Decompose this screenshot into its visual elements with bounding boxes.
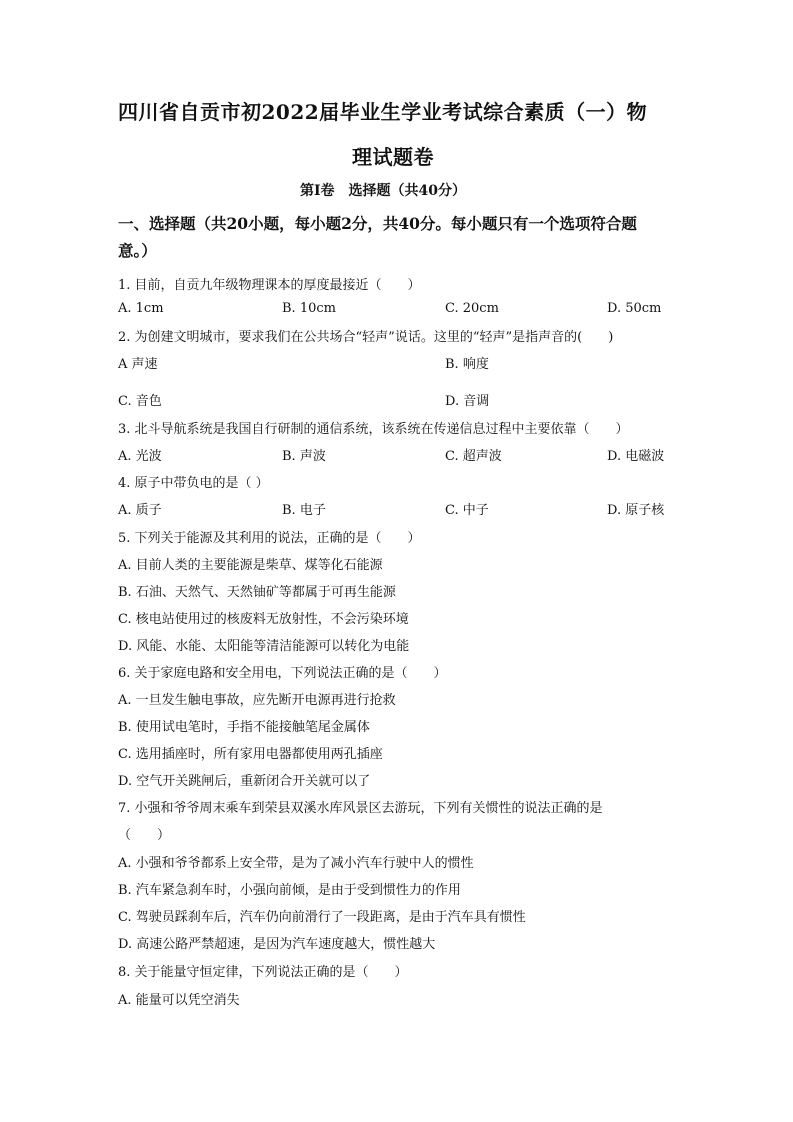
question-4-option-c: C. 中子: [445, 503, 489, 518]
question-6-option-c: C. 选用插座时，所有家用电器都使用两孔插座: [118, 747, 383, 762]
section-heading-line-1: 一、选择题（共20小题，每小题2分，共40分。每小题只有一个选项符合题: [118, 214, 637, 233]
question-5-option-a: A. 目前人类的主要能源是柴草、煤等化石能源: [118, 558, 383, 573]
question-7-option-d: D. 高速公路严禁超速，是因为汽车速度越大，惯性越大: [118, 937, 436, 952]
question-4-option-b: B. 电子: [282, 503, 326, 518]
question-2-stem: 2. 为创建文明城市，要求我们在公共场合“轻声”说话。这里的“轻声”是指声音的( ): [118, 330, 614, 345]
question-1-option-d: D. 50cm: [607, 301, 662, 316]
document-title-line-2: 理试题卷: [352, 145, 434, 169]
question-5-stem: 5. 下列关于能源及其利用的说法，正确的是（ ）: [118, 531, 421, 546]
question-4-option-d: D. 原子核: [607, 503, 665, 518]
question-5-option-d: D. 风能、水能、太阳能等清洁能源可以转化为电能: [118, 639, 410, 654]
question-6-option-a: A. 一旦发生触电事故，应先断开电源再进行抢救: [118, 693, 396, 708]
question-2-option-c: C. 音色: [118, 394, 162, 409]
question-7-stem-continued: （ ）: [118, 828, 171, 843]
question-3-option-d: D. 电磁波: [607, 449, 665, 464]
question-3-option-a: A. 光波: [118, 449, 162, 464]
question-8-stem: 8. 关于能量守恒定律，下列说法正确的是（ ）: [118, 965, 408, 980]
part-heading: 第Ⅰ卷 选择题（共40分）: [300, 183, 467, 199]
question-2-option-b: B. 响度: [445, 357, 489, 372]
question-8-option-a: A. 能量可以凭空消失: [118, 993, 240, 1008]
section-heading-line-2: 意。）: [118, 241, 157, 260]
question-7-option-b: B. 汽车紧急刹车时，小强向前倾，是由于受到惯性力的作用: [118, 883, 461, 898]
question-1-stem: 1. 目前，自贡九年级物理课本的厚度最接近（ ）: [118, 278, 421, 293]
question-3-option-c: C. 超声波: [445, 449, 502, 464]
question-2-option-d: D. 音调: [445, 394, 490, 409]
question-5-option-b: B. 石油、天然气、天然铀矿等都属于可再生能源: [118, 585, 396, 600]
question-1-option-a: A. 1cm: [118, 301, 164, 316]
question-1-option-c: C. 20cm: [445, 301, 499, 316]
question-7-option-a: A. 小强和爷爷都系上安全带，是为了减小汽车行驶中人的惯性: [118, 856, 474, 871]
question-3-stem: 3. 北斗导航系统是我国自行研制的通信系统，该系统在传递信息过程中主要依靠（ ）: [118, 422, 629, 437]
question-6-stem: 6. 关于家庭电路和安全用电，下列说法正确的是（ ）: [118, 666, 447, 681]
question-4-option-a: A. 质子: [118, 503, 162, 518]
question-7-stem: 7. 小强和爷爷周末乘车到荣县双溪水库风景区去游玩，下列有关惯性的说法正确的是: [118, 801, 603, 816]
question-6-option-d: D. 空气开关跳闸后，重新闭合开关就可以了: [118, 774, 371, 789]
question-2-option-a: A 声速: [118, 357, 158, 372]
question-6-option-b: B. 使用试电笔时，手指不能接触笔尾金属体: [118, 720, 370, 735]
question-3-option-b: B. 声波: [282, 449, 326, 464]
question-7-option-c: C. 驾驶员踩刹车后，汽车仍向前滑行了一段距离，是由于汽车具有惯性: [118, 910, 526, 925]
question-1-option-b: B. 10cm: [282, 301, 336, 316]
question-5-option-c: C. 核电站使用过的核废料无放射性，不会污染环境: [118, 612, 409, 627]
question-4-stem: 4. 原子中带负电的是（ ）: [118, 476, 269, 491]
document-title-line-1: 四川省自贡市初2022届毕业生学业考试综合素质（一）物: [118, 100, 648, 124]
